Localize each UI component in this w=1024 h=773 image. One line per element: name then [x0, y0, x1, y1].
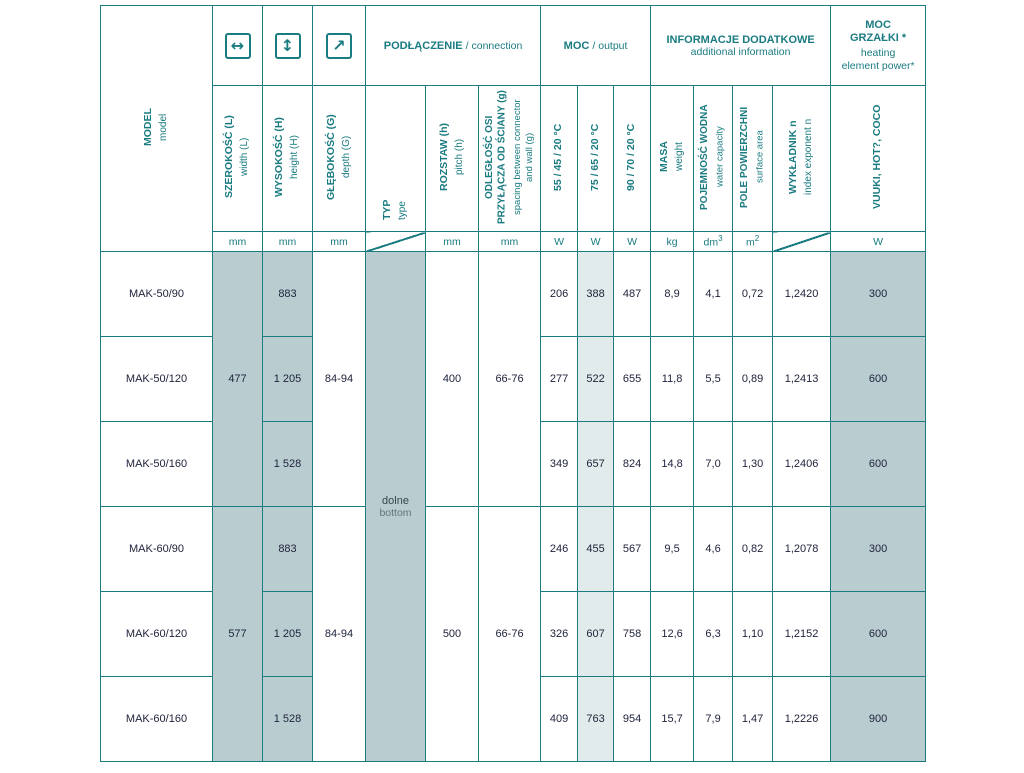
type-label-en: type	[397, 201, 409, 220]
model-label-pl: MODEL	[142, 108, 155, 146]
width-arrow-icon	[225, 33, 251, 59]
output55-value: 246	[541, 507, 578, 592]
pitch-label-en: pitch (h)	[453, 138, 465, 176]
height-label-en: height (H)	[289, 135, 301, 179]
capacity-value: 5,5	[694, 337, 733, 422]
output75-value: 763	[578, 677, 614, 762]
connection-group-header	[366, 6, 541, 86]
output55-unit: W	[541, 232, 578, 252]
type-value-en: bottom	[379, 506, 412, 519]
heater-group-header	[831, 6, 926, 86]
mass-value: 11,8	[651, 337, 694, 422]
capacity-value: 4,6	[694, 507, 733, 592]
model-name: MAK-60/160	[101, 677, 213, 762]
depth-label-pl: GŁĘBOKOŚĆ (G)	[324, 114, 337, 200]
height-label-pl: WYSOKOŚĆ (H)	[273, 117, 286, 197]
output55-value: 409	[541, 677, 578, 762]
width-arrow-glyph: ↔	[230, 36, 245, 55]
temp2-header-cell	[578, 86, 614, 232]
pitch-unit: mm	[426, 232, 479, 252]
width-value-group2: 577	[213, 507, 263, 762]
output90-value: 758	[614, 592, 651, 677]
surface-value: 1,30	[733, 422, 773, 507]
info-group-label-en: additional information	[690, 45, 791, 58]
output-group-label-en: / output	[592, 39, 628, 52]
height-arrow-icon	[275, 33, 301, 59]
spacing-label-pl: ODLEGŁOŚĆ OSI PRZYŁĄCZA OD ŚCIANY (g)	[483, 90, 508, 224]
exponent-label-pl: WYKŁADNIK n	[787, 120, 800, 194]
capacity-label-en: water capacity	[714, 126, 726, 188]
width-label-pl: SZEROKOŚĆ (L)	[223, 115, 236, 199]
mass-value: 9,5	[651, 507, 694, 592]
spacing-unit: mm	[479, 232, 541, 252]
info-group-label-pl: INFORMACJE DODATKOWE	[666, 33, 815, 46]
height-icon-cell	[263, 6, 313, 86]
model-name: MAK-50/90	[101, 252, 213, 337]
model-name: MAK-50/120	[101, 337, 213, 422]
units-row	[101, 232, 926, 252]
surface-label-en: surface area	[754, 130, 766, 184]
output75-value: 522	[578, 337, 614, 422]
exponent-value: 1,2420	[773, 252, 831, 337]
table-row	[101, 252, 926, 337]
depth-arrow-glyph: ↗	[332, 36, 346, 55]
exponent-unit-diagonal	[773, 232, 831, 252]
model-label-en: model	[158, 113, 170, 141]
height-header-cell	[263, 86, 313, 232]
output90-value: 655	[614, 337, 651, 422]
type-header-cell	[366, 86, 426, 232]
pitch-label-pl: ROZSTAW (h)	[437, 122, 450, 192]
output55-value: 206	[541, 252, 578, 337]
height-value: 1 528	[263, 677, 313, 762]
depth-icon-cell	[313, 6, 366, 86]
spacing-header-cell	[479, 86, 541, 232]
connection-group-label-en: / connection	[465, 39, 523, 52]
height-value: 883	[263, 252, 313, 337]
model-name: MAK-60/120	[101, 592, 213, 677]
output75-value: 657	[578, 422, 614, 507]
model-column-header-cell	[101, 6, 213, 252]
exponent-value: 1,2406	[773, 422, 831, 507]
output90-value: 824	[614, 422, 651, 507]
output75-value: 455	[578, 507, 614, 592]
output75-value: 388	[578, 252, 614, 337]
type-label-pl: TYP	[381, 199, 394, 220]
output-group-label-pl: MOC	[563, 39, 590, 52]
pitch-value-group1: 400	[426, 252, 479, 507]
temp1-label: 55 / 45 / 20 °C	[552, 123, 565, 191]
height-value: 1 528	[263, 422, 313, 507]
output75-unit: W	[578, 232, 614, 252]
capacity-value: 7,0	[694, 422, 733, 507]
radiator-spec-page	[0, 5, 1024, 773]
spacing-label-en: spacing between connector and wall (g)	[511, 99, 535, 215]
height-value: 883	[263, 507, 313, 592]
mass-value: 12,6	[651, 592, 694, 677]
type-value	[366, 252, 426, 762]
output90-value: 954	[614, 677, 651, 762]
model-column-label	[142, 15, 171, 240]
radiator-spec-table	[100, 5, 926, 762]
width-icon-cell	[213, 6, 263, 86]
depth-value-group2: 84-94	[313, 507, 366, 762]
surface-value: 0,72	[733, 252, 773, 337]
depth-value-group1: 84-94	[313, 252, 366, 507]
heater-power-value: 600	[831, 337, 926, 422]
model-name: MAK-60/90	[101, 507, 213, 592]
temp2-label: 75 / 65 / 20 °C	[588, 123, 601, 191]
width-header-cell	[213, 86, 263, 232]
mass-value: 8,9	[651, 252, 694, 337]
temp3-label: 90 / 70 / 20 °C	[625, 123, 638, 191]
heater-power-value: 600	[831, 592, 926, 677]
heater-power-value: 300	[831, 252, 926, 337]
mass-label-pl: MASA	[657, 141, 670, 173]
heater-unit: W	[831, 232, 926, 252]
width-unit: mm	[213, 232, 263, 252]
surface-label-pl: POLE POWIERZCHNI	[738, 106, 750, 208]
table-row	[101, 507, 926, 592]
temp1-header-cell	[541, 86, 578, 232]
info-group-header	[651, 6, 831, 86]
heater-group-label-pl: MOC GRZAŁKI *	[849, 18, 907, 44]
height-value: 1 205	[263, 337, 313, 422]
capacity-header-cell	[694, 86, 733, 232]
connection-group-label-pl: PODŁĄCZENIE	[383, 39, 463, 52]
heater-power-value: 600	[831, 422, 926, 507]
pitch-header-cell	[426, 86, 479, 232]
surface-value: 0,82	[733, 507, 773, 592]
output90-value: 487	[614, 252, 651, 337]
header-labels-row	[101, 86, 926, 232]
exponent-value: 1,2078	[773, 507, 831, 592]
capacity-value: 7,9	[694, 677, 733, 762]
model-name: MAK-50/160	[101, 422, 213, 507]
temp3-header-cell	[614, 86, 651, 232]
heater-group-label-en: heating element power*	[841, 47, 915, 72]
depth-unit: mm	[313, 232, 366, 252]
output55-value: 326	[541, 592, 578, 677]
mass-label-en: weight	[673, 142, 685, 172]
exponent-label-en: index exponent n	[803, 118, 815, 196]
surface-header-cell	[733, 86, 773, 232]
height-value: 1 205	[263, 592, 313, 677]
exponent-value: 1,2152	[773, 592, 831, 677]
width-value-group1: 477	[213, 252, 263, 507]
width-label-en: width (L)	[239, 137, 251, 177]
spacing-value-group2: 66-76	[479, 507, 541, 762]
output55-value: 277	[541, 337, 578, 422]
depth-header-cell	[313, 86, 366, 232]
pitch-value-group2: 500	[426, 507, 479, 762]
surface-unit: $m^2$	[733, 232, 773, 252]
mass-unit: kg	[651, 232, 694, 252]
surface-value: 0,89	[733, 337, 773, 422]
exponent-value: 1,2413	[773, 337, 831, 422]
exponent-header-cell	[773, 86, 831, 232]
mass-value: 14,8	[651, 422, 694, 507]
type-unit-diagonal	[366, 232, 426, 252]
mass-header-cell	[651, 86, 694, 232]
type-value-pl: dolne	[382, 494, 409, 507]
output75-value: 607	[578, 592, 614, 677]
exponent-value: 1,2226	[773, 677, 831, 762]
output90-unit: W	[614, 232, 651, 252]
capacity-value: 6,3	[694, 592, 733, 677]
depth-arrow-icon	[326, 33, 352, 59]
height-unit: mm	[263, 232, 313, 252]
depth-label-en: depth (G)	[340, 135, 352, 179]
output55-value: 349	[541, 422, 578, 507]
heater-power-value: 300	[831, 507, 926, 592]
heater-models-label: VUUKI, HOT?, COCO	[871, 104, 884, 210]
height-arrow-glyph: ↕	[280, 36, 295, 55]
heater-group-label	[841, 19, 915, 73]
surface-value: 1,10	[733, 592, 773, 677]
capacity-value: 4,1	[694, 252, 733, 337]
surface-value: 1,47	[733, 677, 773, 762]
heater-models-cell	[831, 86, 926, 232]
output-group-header	[541, 6, 651, 86]
mass-value: 15,7	[651, 677, 694, 762]
heater-power-value: 900	[831, 677, 926, 762]
spacing-value-group1: 66-76	[479, 252, 541, 507]
capacity-unit: $dm^3$	[694, 232, 733, 252]
header-group-row	[101, 6, 926, 86]
output90-value: 567	[614, 507, 651, 592]
capacity-label-pl: POJEMNOŚĆ WODNA	[699, 104, 711, 210]
